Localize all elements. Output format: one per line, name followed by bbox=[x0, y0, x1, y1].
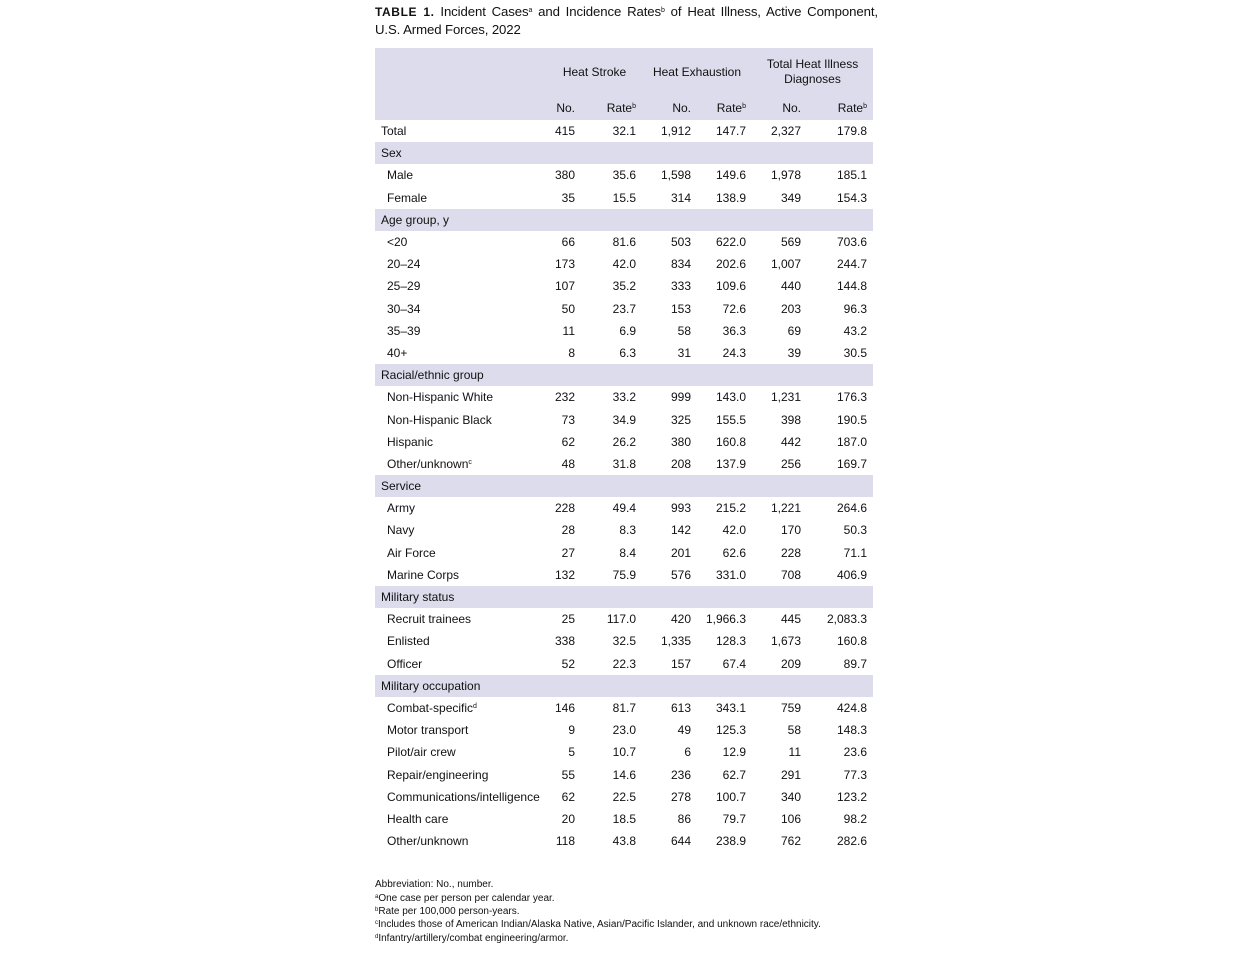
row-label bbox=[375, 653, 547, 675]
cell-value: 11 bbox=[562, 323, 575, 338]
cell-value: 209 bbox=[780, 656, 801, 671]
cell-value: 291 bbox=[780, 767, 801, 782]
cell-value: 1,966.3 bbox=[705, 612, 746, 627]
cell-value: 73 bbox=[561, 412, 575, 427]
row-label-text: Female bbox=[387, 190, 428, 205]
cell-value: 264.6 bbox=[836, 501, 868, 516]
cell-value: 1,007 bbox=[770, 257, 801, 272]
row-label-text: <20 bbox=[387, 235, 408, 250]
row-label bbox=[375, 231, 547, 253]
cell-value: 8.3 bbox=[619, 523, 636, 538]
footnote-marker: a bbox=[375, 893, 379, 900]
table-row bbox=[375, 808, 873, 830]
row-label bbox=[375, 431, 547, 453]
row-label bbox=[375, 564, 547, 586]
header-rate: Rate$^b$ bbox=[697, 96, 752, 120]
cell-value: 6 bbox=[684, 745, 691, 760]
header-blank bbox=[375, 48, 547, 96]
cell-value: 762 bbox=[780, 834, 801, 849]
footnote bbox=[375, 878, 878, 891]
row-label bbox=[375, 320, 547, 342]
cell-value: 1,231 bbox=[770, 390, 801, 405]
cell-value: 278 bbox=[670, 789, 691, 804]
cell-value: 18.5 bbox=[612, 811, 636, 826]
header-total-heat-illness: Total Heat Illness Diagnoses bbox=[752, 48, 873, 96]
row-label bbox=[375, 519, 547, 541]
row-label-text: Other/unknown bbox=[387, 456, 469, 471]
section-title: Racial/ethnic group bbox=[375, 364, 873, 386]
cell-value: 137.9 bbox=[715, 456, 746, 471]
table-row bbox=[375, 786, 873, 808]
cell-value: 147.7 bbox=[715, 124, 746, 139]
cell-value: 14.6 bbox=[612, 767, 636, 782]
cell-value: 123.2 bbox=[836, 789, 868, 804]
cell-value: 406.9 bbox=[836, 567, 868, 582]
cell-value: 228 bbox=[780, 545, 801, 560]
footnotes bbox=[375, 878, 878, 945]
cell-value: 69 bbox=[787, 323, 801, 338]
cell-value: 100.7 bbox=[715, 789, 746, 804]
cell-value: 58 bbox=[677, 323, 691, 338]
cell-value: 708 bbox=[780, 567, 801, 582]
caption-text-2: and Incidence Rates bbox=[532, 4, 662, 19]
table-row bbox=[375, 830, 873, 852]
row-label bbox=[375, 608, 547, 630]
header-rate: Rate$^b$ bbox=[581, 96, 642, 120]
cell-value: 12.9 bbox=[722, 745, 746, 760]
cell-value: 10.7 bbox=[612, 745, 636, 760]
row-label-text: Combat-specific bbox=[387, 700, 474, 715]
row-label bbox=[375, 542, 547, 564]
cell-value: 89.7 bbox=[843, 656, 868, 671]
footnote-text: Abbreviation: No., number. bbox=[375, 879, 494, 891]
cell-value: 26.2 bbox=[612, 434, 636, 449]
section-header-row bbox=[375, 475, 873, 497]
row-label-text: Enlisted bbox=[387, 634, 430, 649]
table-row bbox=[375, 719, 873, 741]
cell-value: 834 bbox=[670, 257, 691, 272]
cell-value: 149.6 bbox=[715, 168, 746, 183]
cell-value: 142 bbox=[670, 523, 691, 538]
cell-value: 325 bbox=[670, 412, 691, 427]
cell-value: 203 bbox=[780, 301, 801, 316]
row-label bbox=[375, 386, 547, 408]
cell-value: 442 bbox=[780, 434, 801, 449]
row-label-text: 35–39 bbox=[387, 323, 421, 338]
cell-value: 43.2 bbox=[843, 323, 868, 338]
cell-value: 1,335 bbox=[660, 634, 691, 649]
cell-value: 22.3 bbox=[612, 656, 636, 671]
cell-value: 1,978 bbox=[770, 168, 801, 183]
cell-value: 109.6 bbox=[715, 279, 746, 294]
table-row bbox=[375, 741, 873, 763]
row-label bbox=[375, 408, 547, 430]
cell-value: 75.9 bbox=[612, 567, 636, 582]
section-header-row bbox=[375, 675, 873, 697]
table-row bbox=[375, 564, 873, 586]
row-label-text: Male bbox=[387, 168, 414, 183]
cell-value: 282.6 bbox=[836, 834, 868, 849]
cell-value: 703.6 bbox=[836, 235, 868, 250]
cell-value: 8.4 bbox=[619, 545, 636, 560]
header-blank-2 bbox=[375, 96, 547, 120]
cell-value: 62 bbox=[561, 434, 575, 449]
total-row bbox=[375, 120, 873, 142]
table-row bbox=[375, 542, 873, 564]
cell-value: 148.3 bbox=[836, 723, 868, 738]
cell-value: 9 bbox=[568, 723, 575, 738]
cell-value: 8 bbox=[568, 345, 575, 360]
section-title: Service bbox=[375, 475, 873, 497]
cell-value: 244.7 bbox=[836, 257, 868, 272]
table-row bbox=[375, 408, 873, 430]
caption-text-1: Incident Cases bbox=[440, 4, 529, 19]
row-label-text: 40+ bbox=[387, 345, 408, 360]
cell-value: 569 bbox=[780, 235, 801, 250]
table-body bbox=[375, 120, 873, 852]
table-row bbox=[375, 253, 873, 275]
row-label-text: Marine Corps bbox=[387, 567, 460, 582]
footnote bbox=[375, 905, 878, 918]
row-label-text: 30–34 bbox=[387, 301, 421, 316]
footnote bbox=[375, 892, 878, 905]
row-label-text: Pilot/air crew bbox=[387, 745, 456, 760]
cell-value: 157 bbox=[670, 656, 691, 671]
row-label bbox=[375, 630, 547, 652]
heat-illness-table bbox=[375, 48, 873, 852]
cell-value: 58 bbox=[787, 723, 801, 738]
cell-value: 644 bbox=[670, 834, 691, 849]
cell-value: 23.7 bbox=[612, 301, 636, 316]
cell-value: 31.8 bbox=[612, 456, 636, 471]
cell-value: 176.3 bbox=[836, 390, 868, 405]
table-row bbox=[375, 231, 873, 253]
cell-value: 35 bbox=[561, 190, 575, 205]
cell-value: 25 bbox=[561, 612, 575, 627]
row-label-text: 20–24 bbox=[387, 257, 421, 272]
cell-value: 503 bbox=[670, 235, 691, 250]
row-label-text: Navy bbox=[387, 523, 415, 538]
cell-value: 49 bbox=[677, 723, 691, 738]
row-label-text: Hispanic bbox=[387, 434, 434, 449]
header-rate: Rate$^b$ bbox=[807, 96, 873, 120]
table-row bbox=[375, 431, 873, 453]
cell-value: 190.5 bbox=[836, 412, 868, 427]
table-row bbox=[375, 187, 873, 209]
cell-value: 98.2 bbox=[843, 811, 868, 826]
table-row bbox=[375, 342, 873, 364]
cell-value: 39 bbox=[787, 345, 801, 360]
cell-value: 106 bbox=[780, 811, 801, 826]
table-row bbox=[375, 164, 873, 186]
cell-value: 81.7 bbox=[612, 700, 636, 715]
cell-value: 107 bbox=[554, 279, 575, 294]
table-row bbox=[375, 608, 873, 630]
cell-value: 138.9 bbox=[715, 190, 746, 205]
table-caption bbox=[375, 3, 878, 38]
table-label: TABLE 1. bbox=[375, 5, 435, 19]
cell-value: 208 bbox=[670, 456, 691, 471]
row-label bbox=[375, 164, 547, 186]
row-label-text: 25–29 bbox=[387, 279, 421, 294]
row-label bbox=[375, 253, 547, 275]
cell-value: 22.5 bbox=[612, 789, 636, 804]
cell-value: 1,598 bbox=[660, 168, 691, 183]
footnote-marker: b bbox=[375, 907, 379, 913]
cell-value: 236 bbox=[670, 767, 691, 782]
cell-value: 340 bbox=[780, 789, 801, 804]
cell-value: 160.8 bbox=[836, 634, 868, 649]
section-header-row bbox=[375, 209, 873, 231]
cell-value: 34.9 bbox=[612, 412, 636, 427]
footnote-marker: d bbox=[375, 933, 379, 940]
table-row bbox=[375, 497, 873, 519]
cell-value: 71.1 bbox=[843, 545, 868, 560]
cell-value: 86 bbox=[677, 811, 691, 826]
cell-value: 67.4 bbox=[722, 656, 746, 671]
cell-value: 15.5 bbox=[612, 190, 636, 205]
table-row bbox=[375, 298, 873, 320]
cell-value: 31 bbox=[677, 345, 691, 360]
cell-value: 35.6 bbox=[612, 168, 636, 183]
cell-value: 118 bbox=[555, 834, 575, 849]
cell-value: 238.9 bbox=[715, 834, 746, 849]
row-label bbox=[375, 298, 547, 320]
row-label-text: Army bbox=[387, 501, 415, 516]
footnote-marker: c bbox=[468, 458, 472, 466]
cell-value: 24.3 bbox=[722, 345, 746, 360]
cell-value: 35.2 bbox=[612, 279, 636, 294]
row-label-text: Officer bbox=[387, 656, 423, 671]
cell-value: 232 bbox=[554, 390, 575, 405]
row-label-text: Non-Hispanic White bbox=[387, 390, 494, 405]
cell-value: 72.6 bbox=[722, 301, 746, 316]
header-no: No. bbox=[642, 96, 697, 120]
cell-value: 187.0 bbox=[836, 434, 868, 449]
header-no: No. bbox=[752, 96, 807, 120]
cell-value: 79.7 bbox=[722, 811, 746, 826]
cell-value: 420 bbox=[670, 612, 691, 627]
section-title: Military status bbox=[375, 586, 873, 608]
footnote-text: Rate per 100,000 person-years. bbox=[378, 906, 520, 917]
cell-value: 228 bbox=[554, 501, 575, 516]
cell-value: 201 bbox=[670, 545, 691, 560]
header-heat-exhaustion: Heat Exhaustion bbox=[642, 48, 752, 96]
row-label bbox=[375, 719, 547, 741]
cell-value: 42.0 bbox=[612, 257, 636, 272]
row-label-text: Non-Hispanic Black bbox=[387, 412, 492, 427]
row-label-text: Recruit trainees bbox=[387, 612, 472, 627]
cell-value: 62.6 bbox=[722, 545, 746, 560]
cell-value: 154.3 bbox=[836, 190, 868, 205]
caption-text-3: of Heat Illness, Active Component, U.S. Armed Forces, 2022 bbox=[375, 4, 878, 37]
row-label-text: Other/unknown bbox=[387, 834, 469, 849]
cell-value: 62.7 bbox=[722, 767, 746, 782]
caption-sup-b: b bbox=[661, 7, 665, 14]
cell-value: 415 bbox=[554, 124, 575, 139]
table-row bbox=[375, 275, 873, 297]
cell-value: 1,673 bbox=[770, 634, 801, 649]
cell-value: 5 bbox=[568, 745, 575, 760]
document bbox=[375, 3, 878, 945]
header-subcolumn-row bbox=[375, 96, 873, 120]
header-no: No. bbox=[547, 96, 581, 120]
cell-value: 96.3 bbox=[843, 301, 868, 316]
cell-value: 62 bbox=[561, 789, 575, 804]
table-row bbox=[375, 519, 873, 541]
cell-value: 36.3 bbox=[722, 323, 746, 338]
cell-value: 424.8 bbox=[836, 700, 868, 715]
cell-value: 256 bbox=[780, 456, 801, 471]
cell-value: 52 bbox=[561, 656, 575, 671]
cell-value: 125.3 bbox=[715, 723, 746, 738]
cell-value: 179.8 bbox=[836, 124, 868, 139]
row-label bbox=[375, 275, 547, 297]
cell-value: 185.1 bbox=[836, 168, 868, 183]
cell-value: 43.8 bbox=[612, 834, 636, 849]
table-row bbox=[375, 386, 873, 408]
cell-value: 215.2 bbox=[715, 501, 746, 516]
cell-value: 445 bbox=[780, 612, 801, 627]
cell-value: 153 bbox=[670, 301, 691, 316]
table-row bbox=[375, 453, 873, 475]
cell-value: 32.1 bbox=[612, 124, 636, 139]
cell-value: 50 bbox=[561, 301, 575, 316]
cell-value: 146 bbox=[554, 700, 575, 715]
cell-value: 331.0 bbox=[715, 567, 746, 582]
table-row bbox=[375, 653, 873, 675]
row-label: Total bbox=[381, 124, 407, 139]
cell-value: 622.0 bbox=[715, 235, 746, 250]
row-label bbox=[375, 830, 547, 852]
cell-value: 23.0 bbox=[612, 723, 636, 738]
header-heat-stroke: Heat Stroke bbox=[547, 48, 642, 96]
cell-value: 2,083.3 bbox=[826, 612, 868, 627]
cell-value: 49.4 bbox=[612, 501, 636, 516]
cell-value: 42.0 bbox=[722, 523, 746, 538]
section-title: Sex bbox=[375, 142, 873, 164]
row-label-text: Communications/intelligence bbox=[387, 789, 540, 804]
cell-value: 6.9 bbox=[619, 323, 636, 338]
cell-value: 1,912 bbox=[660, 124, 691, 139]
cell-value: 333 bbox=[670, 279, 691, 294]
cell-value: 349 bbox=[780, 190, 801, 205]
row-label-text: Repair/engineering bbox=[387, 767, 489, 782]
cell-value: 169.7 bbox=[836, 456, 868, 471]
cell-value: 48 bbox=[561, 456, 575, 471]
cell-value: 6.3 bbox=[619, 345, 636, 360]
footnote-text: Includes those of American Indian/Alaska Native, Asian/Pacific Islander, and unknown race/ethnicity. bbox=[378, 919, 821, 931]
caption-sup-a: a bbox=[528, 7, 533, 14]
cell-value: 314 bbox=[670, 190, 691, 205]
footnote-text: Infantry/artillery/combat engineering/armor. bbox=[378, 932, 569, 944]
cell-value: 117.0 bbox=[606, 612, 636, 627]
cell-value: 50.3 bbox=[843, 523, 868, 538]
cell-value: 202.6 bbox=[715, 257, 746, 272]
cell-value: 144.8 bbox=[836, 279, 868, 294]
footnote bbox=[375, 918, 878, 931]
row-label bbox=[375, 187, 547, 209]
cell-value: 380 bbox=[554, 168, 575, 183]
cell-value: 576 bbox=[670, 567, 691, 582]
table-row bbox=[375, 320, 873, 342]
cell-value: 155.5 bbox=[715, 412, 746, 427]
cell-value: 338 bbox=[554, 634, 575, 649]
cell-value: 440 bbox=[780, 279, 801, 294]
row-label bbox=[375, 497, 547, 519]
section-header-row bbox=[375, 142, 873, 164]
row-label-text: Health care bbox=[387, 811, 449, 826]
footnote-text: One case per person per calendar year. bbox=[378, 892, 555, 904]
row-label-text: Motor transport bbox=[387, 723, 469, 738]
row-label bbox=[375, 741, 547, 763]
cell-value: 759 bbox=[780, 700, 801, 715]
row-label bbox=[375, 697, 547, 719]
footnote bbox=[375, 932, 878, 945]
cell-value: 170 bbox=[780, 523, 801, 538]
row-label bbox=[375, 453, 547, 475]
row-label bbox=[375, 763, 547, 785]
cell-value: 23.6 bbox=[843, 745, 868, 760]
table-row bbox=[375, 697, 873, 719]
cell-value: 132 bbox=[554, 567, 575, 582]
section-title: Age group, y bbox=[375, 209, 873, 231]
cell-value: 160.8 bbox=[715, 434, 746, 449]
cell-value: 27 bbox=[561, 545, 575, 560]
section-header-row bbox=[375, 364, 873, 386]
row-label bbox=[375, 342, 547, 364]
cell-value: 343.1 bbox=[715, 700, 746, 715]
cell-value: 20 bbox=[561, 811, 575, 826]
cell-value: 11 bbox=[788, 745, 801, 760]
cell-value: 66 bbox=[561, 235, 575, 250]
row-label bbox=[375, 808, 547, 830]
cell-value: 143.0 bbox=[715, 390, 746, 405]
cell-value: 993 bbox=[670, 501, 691, 516]
cell-value: 33.2 bbox=[612, 390, 636, 405]
cell-value: 1,221 bbox=[770, 501, 801, 516]
cell-value: 32.5 bbox=[612, 634, 636, 649]
section-header-row bbox=[375, 586, 873, 608]
cell-value: 77.3 bbox=[843, 767, 868, 782]
row-label bbox=[375, 786, 547, 808]
row-label-text: Air Force bbox=[387, 545, 436, 560]
cell-value: 380 bbox=[670, 434, 691, 449]
cell-value: 398 bbox=[780, 412, 801, 427]
table-row bbox=[375, 630, 873, 652]
cell-value: 2,327 bbox=[770, 124, 801, 139]
cell-value: 613 bbox=[670, 700, 691, 715]
footnote-marker: d bbox=[473, 702, 477, 710]
cell-value: 128.3 bbox=[715, 634, 746, 649]
cell-value: 81.6 bbox=[612, 235, 636, 250]
table-row bbox=[375, 763, 873, 785]
footnote-marker: c bbox=[375, 920, 378, 927]
cell-value: 30.5 bbox=[843, 345, 868, 360]
cell-value: 55 bbox=[561, 767, 575, 782]
cell-value: 173 bbox=[554, 257, 575, 272]
cell-value: 28 bbox=[561, 523, 575, 538]
section-title: Military occupation bbox=[375, 675, 873, 697]
header-group-row bbox=[375, 48, 873, 96]
cell-value: 999 bbox=[670, 390, 691, 405]
